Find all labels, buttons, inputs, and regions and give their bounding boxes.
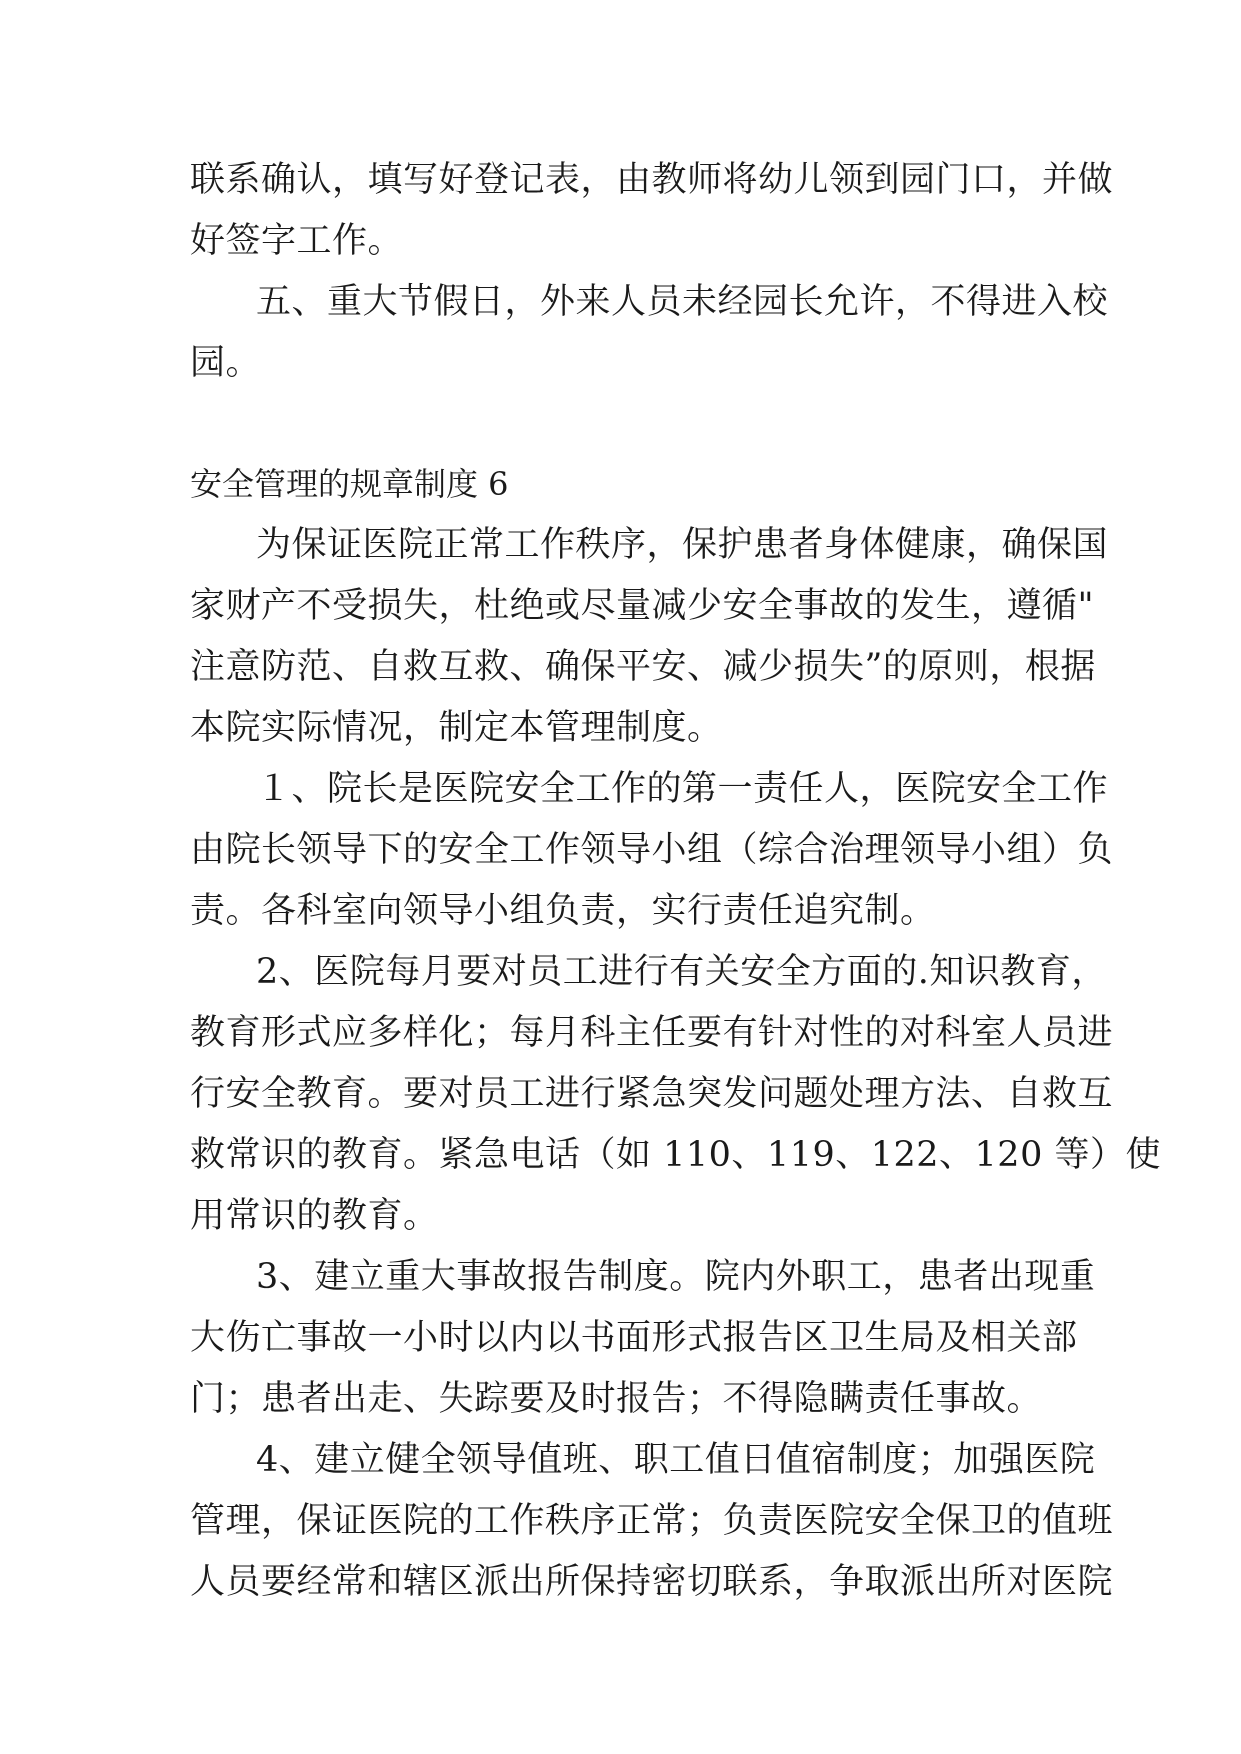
text-line: 五、重大节假日，外来人员未经园长允许，不得进入校 <box>256 282 1109 322</box>
text-line: 行安全教育。要对员工进行紧急突发问题处理方法、自救互 <box>190 1074 1114 1114</box>
paragraph-item-4 <box>190 1430 1114 1613</box>
paragraph-holiday-rule <box>190 272 1109 394</box>
text-line: 2、医院每月要对员工进行有关安全方面的.知识教育， <box>256 952 1107 992</box>
text-line: 由院长领导下的安全工作领导小组（综合治理领导小组）负 <box>190 830 1114 870</box>
text-line: 注意防范、自救互救、确保平安、减少损失”的原则，根据 <box>190 647 1096 687</box>
text-line: 联系确认，填写好登记表，由教师将幼儿领到园门口，并做 <box>190 160 1114 200</box>
section-title: 安全管理的规章制度 6 <box>190 465 509 503</box>
paragraph-registration <box>190 150 1114 272</box>
text-line: 3、建立重大事故报告制度。院内外职工，患者出现重 <box>256 1257 1096 1297</box>
text-line: 教育形式应多样化；每月科主任要有针对性的对科室人员进 <box>190 1013 1114 1053</box>
text-line: 好签字工作。 <box>190 221 404 261</box>
text-line: 责。各科室向领导小组负责，实行责任追究制。 <box>190 891 936 931</box>
paragraph-intro <box>190 515 1109 759</box>
text-line: 管理，保证医院的工作秩序正常；负责医院安全保卫的值班 <box>190 1501 1114 1541</box>
text-line: 门；患者出走、失踪要及时报告；不得隐瞒责任事故。 <box>190 1379 1043 1419</box>
text-line: 4、建立健全领导值班、职工值日值宿制度；加强医院 <box>256 1440 1096 1480</box>
paragraph-item-2 <box>190 942 1161 1247</box>
text-line: 救常识的教育。紧急电话（如 110、119、122、120 等）使 <box>190 1135 1161 1175</box>
text-line: 本院实际情况，制定本管理制度。 <box>190 708 723 748</box>
document-page <box>190 150 1161 1613</box>
paragraph-item-3 <box>190 1247 1096 1430</box>
text-line: 人员要经常和辖区派出所保持密切联系，争取派出所对医院 <box>190 1562 1114 1602</box>
text-line: １、院长是医院安全工作的第一责任人，医院安全工作 <box>256 769 1109 809</box>
paragraph-item-1 <box>190 759 1114 942</box>
text-line: 为保证医院正常工作秩序，保护患者身体健康，确保国 <box>256 525 1109 565</box>
text-line: 大伤亡事故一小时以内以书面形式报告区卫生局及相关部 <box>190 1318 1078 1358</box>
text-line: 园。 <box>190 343 262 383</box>
text-line: 家财产不受损失，杜绝或尽量减少安全事故的发生，遵循" <box>190 586 1095 626</box>
text-line: 用常识的教育。 <box>190 1196 439 1236</box>
